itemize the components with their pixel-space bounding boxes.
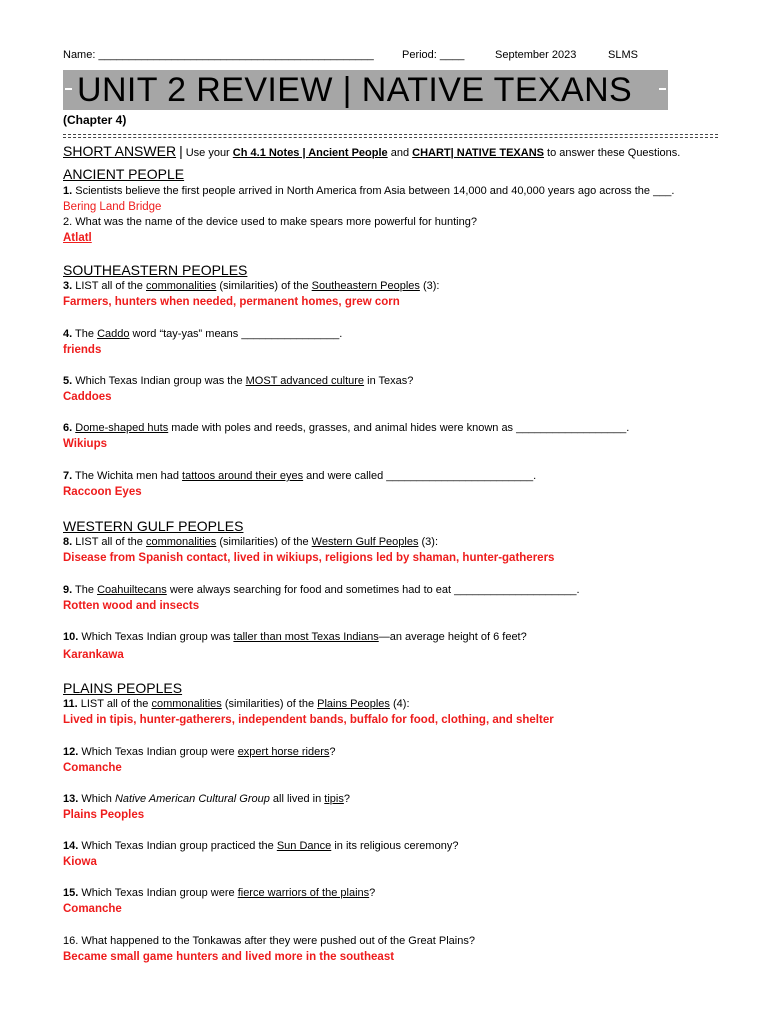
answer-9: Rotten wood and insects [63, 600, 200, 612]
chart-reference: CHART| NATIVE TEXANS [412, 147, 544, 159]
question-13: 13. Which Native American Cultural Group all lived in tipis? [63, 793, 350, 805]
answer-2: Atlatl [63, 232, 92, 244]
instruction-text: to answer these Questions. [547, 147, 681, 159]
question-2: 2. What was the name of the device used to make spears more powerful for hunting? [63, 216, 477, 228]
answer-11: Lived in tipis, hunter-gatherers, independent bands, buffalo for food, clothing, and shelter [63, 714, 554, 726]
section-heading-southeastern: SOUTHEASTERN PEOPLES [63, 262, 248, 278]
title-banner [63, 70, 668, 110]
answer-14: Kiowa [63, 856, 97, 868]
question-11: 11. LIST all of the commonalities (similarities) of the Plains Peoples (4): [63, 698, 410, 710]
instruction-text: Use your [185, 147, 230, 159]
question-7: 7. The Wichita men had tattoos around their eyes and were called ________________________. [63, 470, 537, 482]
question-16: 16. What happened to the Tonkawas after they were pushed out of the Great Plains? [63, 935, 475, 947]
section-heading-western-gulf: WESTERN GULF PEOPLES [63, 518, 244, 534]
answer-10: Karankawa [63, 649, 124, 661]
question-4: 4. The Caddo word “tay-yas” means ________________. [63, 328, 343, 340]
answer-6: Wikiups [63, 438, 107, 450]
page-title: UNIT 2 REVIEW | NATIVE TEXANS [77, 71, 633, 109]
answer-12: Comanche [63, 762, 122, 774]
question-15: 15. Which Texas Indian group were fierce warriors of the plains? [63, 887, 376, 899]
question-12: 12. Which Texas Indian group were expert horse riders? [63, 746, 336, 758]
chapter-label: (Chapter 4) [63, 113, 127, 127]
divider-rule [63, 134, 718, 135]
instruction-text: and [390, 147, 410, 159]
question-6: 6. Dome-shaped huts made with poles and reeds, grasses, and animal hides were known as __________________. [63, 422, 630, 434]
short-answer-heading: SHORT ANSWER [63, 143, 177, 159]
period-field-label: Period: ____ [402, 49, 465, 61]
answer-16: Became small game hunters and lived more in the southeast [63, 951, 395, 963]
question-10: 10. Which Texas Indian group was taller than most Texas Indians—an average height of 6 feet? [63, 631, 527, 643]
name-field-label: Name: _____________________________________________ [63, 49, 374, 61]
question-5: 5. Which Texas Indian group was the MOST advanced culture in Texas? [63, 375, 414, 387]
section-heading-ancient: ANCIENT PEOPLE [63, 166, 185, 182]
question-1: 1. Scientists believe the first people arrived in North America from Asia between 14,000 and 40,000 years ago across the ___. [63, 185, 675, 197]
notes-reference: Ch 4.1 Notes | Ancient People [232, 147, 388, 159]
answer-4: friends [63, 344, 102, 356]
answer-3: Farmers, hunters when needed, permanent homes, grew corn [63, 296, 400, 308]
question-14: 14. Which Texas Indian group practiced the Sun Dance in its religious ceremony? [63, 840, 459, 852]
answer-8: Disease from Spanish contact, lived in wikiups, religions led by shaman, hunter-gatherers [63, 552, 555, 564]
answer-15: Comanche [63, 903, 122, 915]
question-9: 9. The Coahuiltecans were always searching for food and sometimes had to eat ____________________. [63, 584, 580, 596]
divider-rule [63, 137, 718, 138]
answer-5: Caddoes [63, 391, 112, 403]
question-3: 3. LIST all of the commonalities (similarities) of the Southeastern Peoples (3): [63, 280, 440, 292]
school-text: SLMS [608, 49, 638, 61]
answer-1: Bering Land Bridge [63, 201, 162, 213]
section-heading-plains: PLAINS PEOPLES [63, 680, 183, 696]
short-answer-instructions [63, 142, 680, 162]
question-8: 8. LIST all of the commonalities (similarities) of the Western Gulf Peoples (3): [63, 536, 439, 548]
separator: | [179, 143, 183, 159]
date-text: September 2023 [495, 49, 577, 61]
answer-7: Raccoon Eyes [63, 486, 142, 498]
answer-13: Plains Peoples [63, 809, 145, 821]
